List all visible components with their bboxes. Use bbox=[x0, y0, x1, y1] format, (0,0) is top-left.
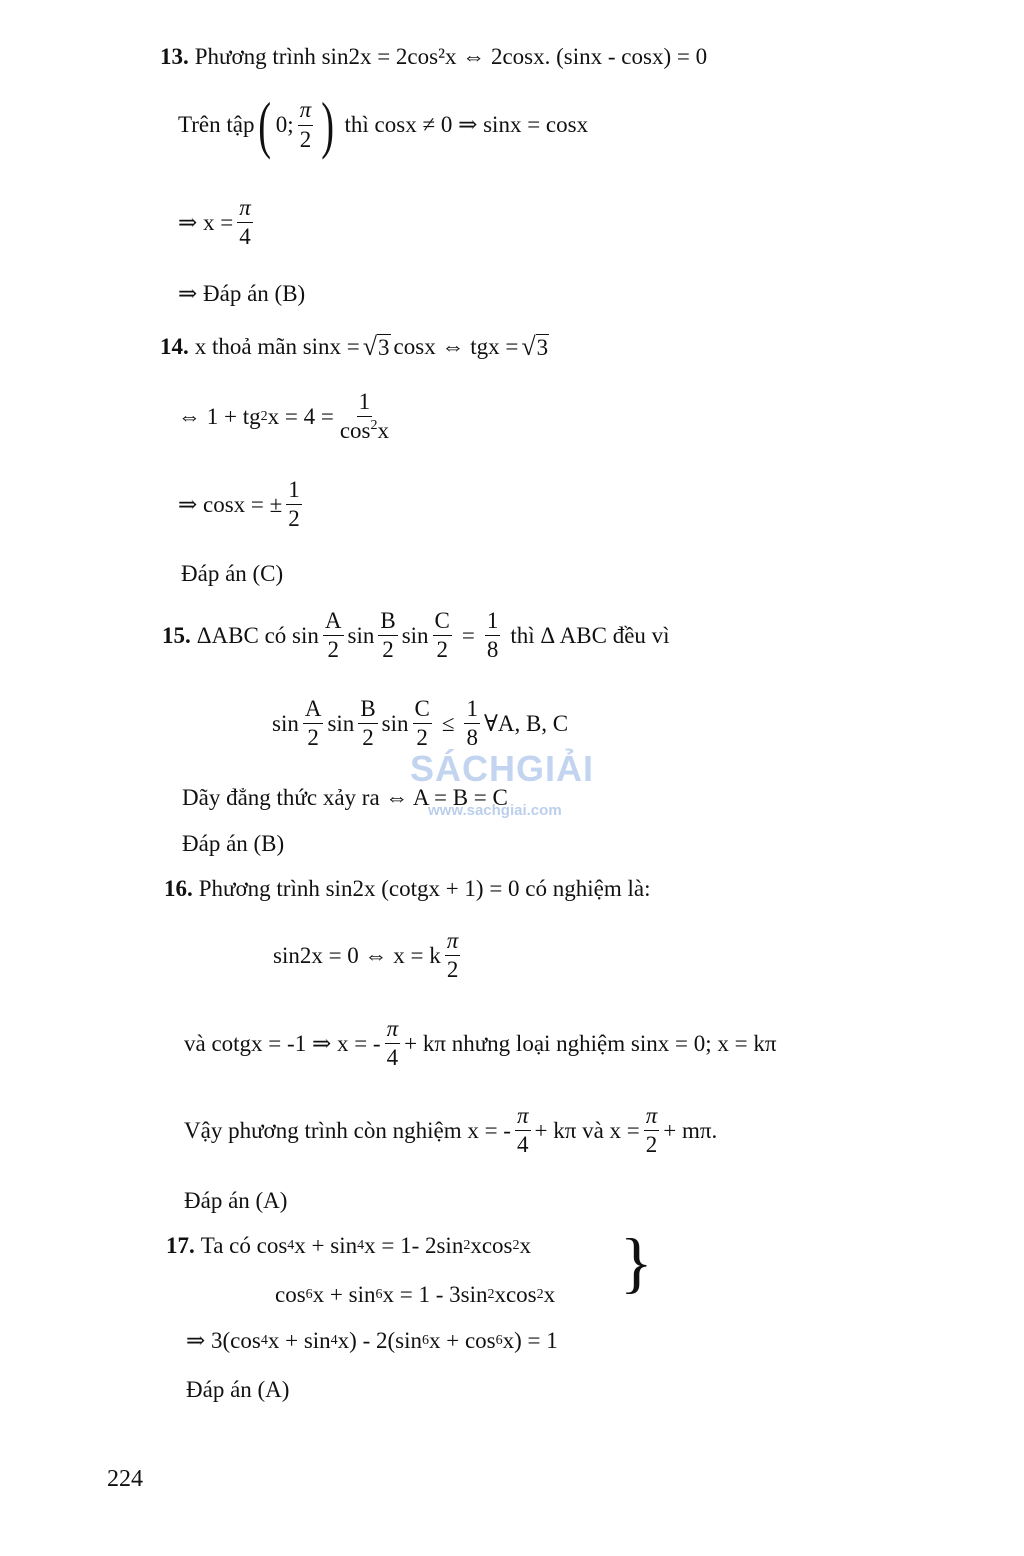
p17-imp-d: x + cos bbox=[428, 1328, 496, 1353]
x: x bbox=[377, 418, 389, 444]
A-over-2 bbox=[323, 609, 344, 662]
p14-line2-b: x = 4 = bbox=[267, 403, 334, 429]
pi: π bbox=[445, 929, 461, 956]
p17-imp-a: ⇒ 3(cos bbox=[186, 1328, 261, 1353]
sin: sin bbox=[327, 710, 355, 736]
p15-lead: ΔABC có sin bbox=[196, 622, 319, 648]
p17-l2-a: cos bbox=[275, 1282, 306, 1307]
p14-line2: ⇔ 1 + tg 2 x = 4 = $\frac{1}{\cos^2x}$ bbox=[178, 389, 389, 444]
p15-tail: thì Δ ABC đều vì bbox=[510, 622, 670, 648]
denominator: 8 bbox=[466, 725, 478, 751]
denominator: 2 bbox=[327, 637, 339, 663]
sqrt-3: √ 3 bbox=[362, 332, 390, 362]
pi-over-2 bbox=[298, 98, 314, 151]
p13-line1 bbox=[160, 44, 707, 70]
p17-imp-b: x + sin bbox=[267, 1328, 331, 1353]
p16-rem-a: Vậy phương trình còn nghiệm x = - bbox=[184, 1117, 511, 1143]
one-over-cos2x bbox=[338, 390, 391, 443]
sin: sin bbox=[401, 622, 429, 648]
pi: π bbox=[237, 196, 253, 223]
pi: π bbox=[385, 1017, 401, 1044]
p17-imp-e: x) = 1 bbox=[502, 1328, 558, 1353]
p16-cot-b: + kπ nhưng loại nghiệm sinx = 0; x = kπ bbox=[404, 1030, 777, 1056]
denominator: 2 bbox=[645, 1132, 658, 1158]
p13-interval-open: 0; bbox=[275, 112, 294, 137]
denominator: 2 bbox=[288, 506, 300, 532]
p13-interval-line bbox=[178, 89, 589, 160]
p13-solution bbox=[178, 196, 257, 249]
denominator: 2 bbox=[446, 957, 459, 983]
radicand: 3 bbox=[378, 335, 390, 360]
p17-answer bbox=[186, 1377, 289, 1403]
p13-interval-prefix: Trên tập bbox=[178, 112, 255, 137]
denominator: 2 bbox=[416, 725, 428, 751]
pi: π bbox=[644, 1104, 660, 1131]
p14-line1 bbox=[160, 334, 552, 360]
xcos: xcos bbox=[494, 1282, 537, 1307]
p16-number: 16. bbox=[164, 876, 193, 901]
watermark-logo bbox=[410, 738, 620, 828]
p16-rem-b: + kπ và x = bbox=[534, 1117, 640, 1143]
equals: = bbox=[461, 622, 475, 648]
p17-imp-c: x) - 2(sin bbox=[337, 1328, 422, 1353]
denominator: 2 bbox=[299, 126, 312, 152]
denominator: 2 bbox=[362, 725, 374, 751]
p13-interval-suffix: thì cosx ≠ 0 ⇒ sinx = cosx bbox=[344, 112, 589, 137]
p16-statement: Phương trình sin2x (cotgx + 1) = 0 có nghiệm là: bbox=[198, 876, 651, 901]
p16-sin2x bbox=[273, 929, 464, 982]
leq: ≤ bbox=[441, 710, 455, 736]
one-half bbox=[286, 478, 302, 531]
p14-answer-text: Đáp án (C) bbox=[181, 561, 284, 586]
p14-line1-b: cosx ⇔ tgx = bbox=[393, 334, 519, 360]
watermark-title: SÁCHGIẢI bbox=[410, 748, 595, 789]
for-all: ∀A, B, C bbox=[483, 710, 569, 736]
right-paren: ) bbox=[321, 89, 335, 160]
p15-number: 15. bbox=[162, 622, 191, 648]
pi: π bbox=[298, 98, 314, 125]
B-over-2 bbox=[378, 609, 397, 662]
p16-sin2x-text: sin2x = 0 ⇔ x = k bbox=[273, 942, 441, 968]
p16-cotg bbox=[184, 1017, 776, 1070]
p17-line2: cos 6 x + sin 6 x = 1 - 3sin 2 xcos 2 x bbox=[275, 1282, 556, 1307]
cos: cos bbox=[339, 418, 371, 444]
p17-l2-b: x + sin bbox=[312, 1282, 376, 1307]
numerator: C bbox=[433, 609, 452, 636]
numerator: B bbox=[358, 697, 377, 724]
numerator: 1 bbox=[357, 390, 373, 417]
B-over-2 bbox=[358, 697, 377, 750]
pi-over-2 bbox=[445, 929, 461, 982]
p15-equality-text: Dãy đẳng thức xảy ra ⇔ A = B = C bbox=[182, 785, 508, 810]
one-eighth bbox=[485, 609, 501, 662]
p13-answer bbox=[178, 281, 305, 307]
denominator: 2 bbox=[436, 637, 448, 663]
p14-answer bbox=[181, 561, 283, 587]
pi-over-4 bbox=[237, 196, 253, 249]
p17-l2-c: x = 1 - 3sin bbox=[382, 1282, 488, 1307]
numerator: 1 bbox=[464, 697, 480, 724]
p17-implication: ⇒ 3(cos 4 x + sin 4 x) - 2(sin 6 x + cos 6 x) = 1 bbox=[186, 1328, 558, 1353]
A-over-2 bbox=[303, 697, 324, 750]
denominator: 4 bbox=[516, 1132, 529, 1158]
numerator: A bbox=[323, 609, 344, 636]
p17-l1-c: xcos bbox=[470, 1233, 513, 1258]
p17-brace bbox=[620, 1224, 653, 1300]
p17-l1-b: x = 1- 2sin bbox=[364, 1233, 464, 1258]
sqrt-3: √ 3 bbox=[521, 332, 549, 362]
numerator: 1 bbox=[485, 609, 501, 636]
numerator: C bbox=[413, 697, 432, 724]
denominator: 4 bbox=[239, 224, 251, 250]
numerator: B bbox=[378, 609, 397, 636]
page-number: 224 bbox=[107, 1466, 143, 1492]
pi-over-4 bbox=[515, 1104, 531, 1157]
p14-number: 14. bbox=[160, 334, 189, 360]
superscript: 2 bbox=[370, 418, 378, 434]
p15-answer bbox=[182, 831, 284, 857]
numerator: 1 bbox=[286, 478, 302, 505]
p16-cot-a: và cotgx = -1 ⇒ x = - bbox=[184, 1030, 381, 1056]
p14-line1-a: x thoả mãn sinx = bbox=[194, 334, 360, 360]
p17-l1-a: x + sin bbox=[294, 1233, 358, 1258]
p14-line3 bbox=[178, 478, 306, 531]
denominator: 2 bbox=[307, 725, 319, 751]
pi: π bbox=[515, 1104, 531, 1131]
x: x bbox=[519, 1233, 531, 1258]
pi-over-2 bbox=[644, 1104, 660, 1157]
x: x bbox=[543, 1282, 556, 1307]
p17-answer-text: Đáp án (A) bbox=[186, 1377, 290, 1402]
C-over-2 bbox=[433, 609, 452, 662]
p13-statement: Phương trình sin2x = 2cos²x ⇔ 2cosx. (sinx - cosx) = 0 bbox=[194, 44, 708, 69]
p16-answer bbox=[184, 1188, 287, 1214]
p16-remaining bbox=[184, 1104, 717, 1157]
denominator: 4 bbox=[386, 1045, 399, 1071]
sin: sin bbox=[272, 710, 299, 736]
p16-rem-c: + mπ. bbox=[663, 1117, 718, 1143]
watermark-url: www.sachgiai.com bbox=[428, 802, 562, 819]
p15-line1 bbox=[162, 609, 670, 662]
right-brace: } bbox=[620, 1224, 653, 1300]
sin: sin bbox=[381, 710, 409, 736]
numerator: A bbox=[303, 697, 324, 724]
p15-answer-text: Đáp án (B) bbox=[182, 831, 285, 856]
left-paren: ( bbox=[258, 89, 272, 160]
sin: sin bbox=[347, 622, 375, 648]
p14-line2-a: ⇔ 1 + tg bbox=[178, 403, 261, 429]
p17-number: 17. bbox=[166, 1233, 195, 1258]
p13-answer-text: ⇒ Đáp án (B) bbox=[178, 281, 306, 306]
p16-answer-text: Đáp án (A) bbox=[184, 1188, 288, 1213]
pi-over-4 bbox=[385, 1017, 401, 1070]
p17-lead: Ta có cos bbox=[200, 1233, 288, 1258]
p16-line1 bbox=[164, 876, 651, 902]
p17-line1: 17. Ta có cos 4 x + sin 4 x = 1- 2sin 2 xcos 2 x bbox=[166, 1233, 531, 1258]
p13-x-prefix: ⇒ x = bbox=[178, 209, 234, 235]
p13-number: 13. bbox=[160, 44, 189, 69]
denominator: 2 bbox=[382, 637, 394, 663]
denominator: 8 bbox=[486, 637, 499, 663]
radicand: 3 bbox=[536, 335, 549, 360]
p14-line3-text: ⇒ cosx = ± bbox=[178, 491, 283, 517]
